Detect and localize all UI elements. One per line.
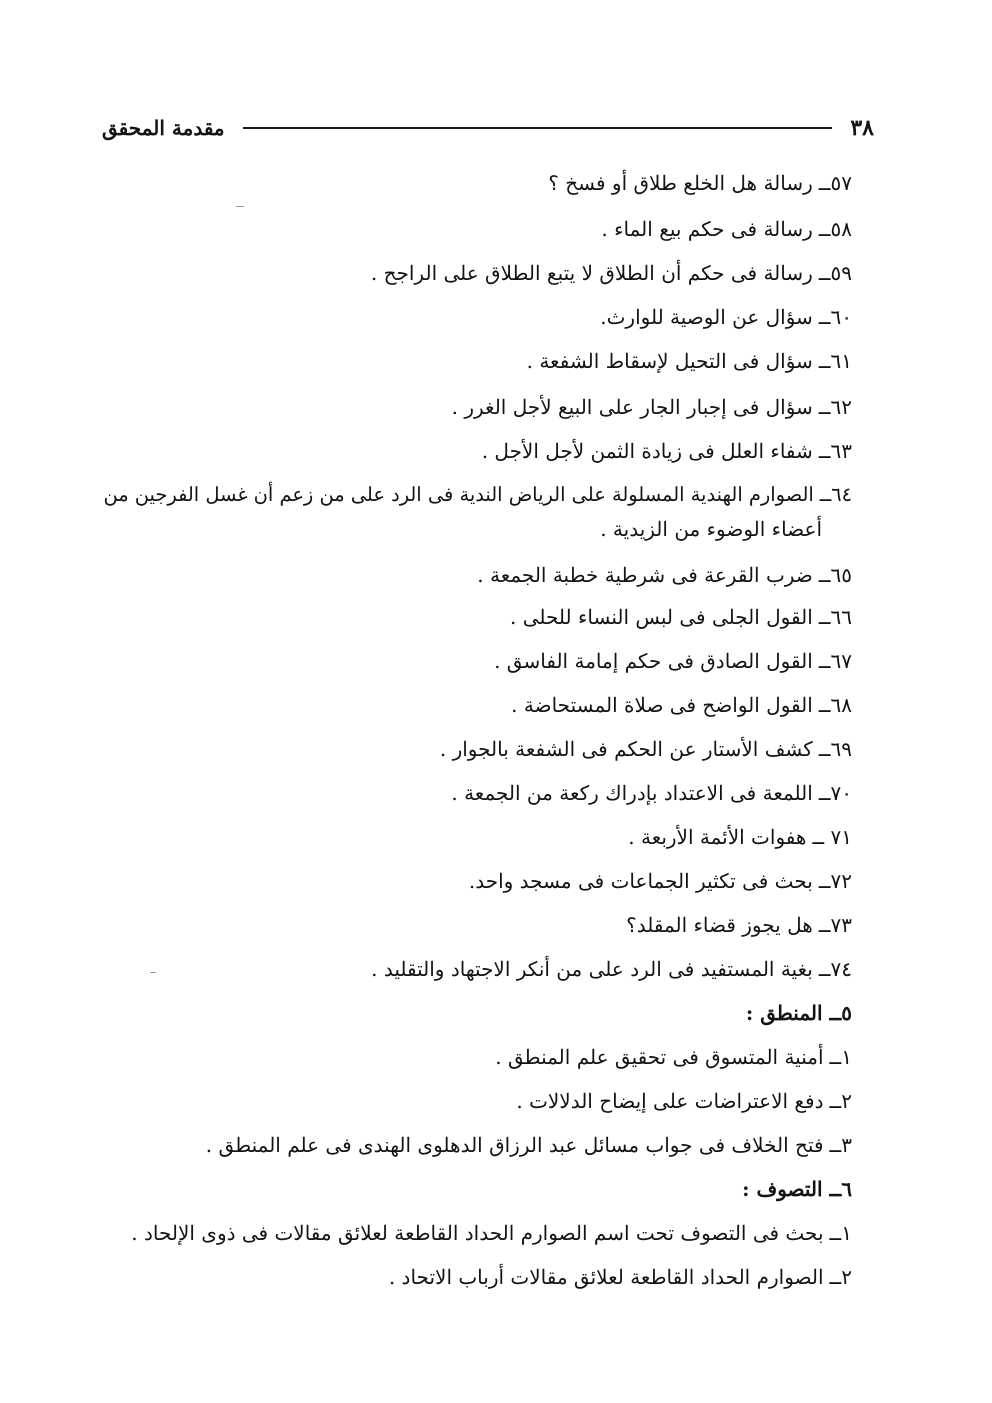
list-item: ٦٤ــالصوارم الهندية المسلولة على الرياض الندية فى الرد على من زعم أن غسل الفرجين من <box>103 483 852 506</box>
list-item: ٦٨ــالقول الواضح فى صلاة المستحاضة . <box>511 693 852 717</box>
header-rule <box>243 127 833 129</box>
list-item: ٦٥ــضرب القرعة فى شرطية خطبة الجمعة . <box>477 563 852 587</box>
list-item: ٧١ ــهفوات الأئمة الأربعة . <box>628 825 852 849</box>
running-title: مقدمة المحقق <box>102 116 225 140</box>
list-item: ١ــبحث فى التصوف تحت اسم الصوارم الحداد القاطعة لعلائق مقالات فى ذوى الإلحاد . <box>131 1221 852 1245</box>
list-item: ٦٧ــالقول الصادق فى حكم إمامة الفاسق . <box>494 649 852 673</box>
list-item: ١ــأمنية المتسوق فى تحقيق علم المنطق . <box>495 1045 852 1069</box>
list-item: ٦٦ــالقول الجلى فى لبس النساء للحلى . <box>510 605 852 629</box>
list-item: ٥٩ــرسالة فى حكم أن الطلاق لا يتبع الطلاق على الراجح . <box>370 261 852 285</box>
list-item-continuation: أعضاء الوضوء من الزيدية . <box>600 517 822 541</box>
section-heading-logic: ٥ــ المنطق : <box>745 1001 852 1025</box>
list-item: ٦٢ــسؤال فى إجبار الجار على البيع لأجل الغرر . <box>451 395 852 419</box>
list-item: ٧٢ــبحث فى تكثير الجماعات فى مسجد واحد. <box>468 869 852 893</box>
list-item: ٢ــدفع الاعتراضات على إيضاح الدلالات . <box>516 1089 852 1113</box>
list-item: ٥٨ــرسالة فى حكم بيع الماء . <box>601 217 852 241</box>
page-header <box>102 112 874 144</box>
section-heading-sufism: ٦ــ التصوف : <box>742 1177 852 1201</box>
list-item: ٦١ــسؤال فى التحيل لإسقاط الشفعة . <box>526 349 852 373</box>
page-number: ٣٨ <box>850 115 874 141</box>
list-item: ٧٣ــهل يجوز قضاء المقلد؟ <box>626 913 852 937</box>
list-item: ٣ــفتح الخلاف فى جواب مسائل عبد الرزاق الدهلوى الهندى فى علم المنطق . <box>205 1133 852 1157</box>
list-item: ٦٩ــكشف الأستار عن الحكم فى الشفعة بالجوار . <box>439 737 852 761</box>
scan-mark <box>150 972 156 973</box>
list-item: ٧٠ــاللمعة فى الاعتداد بإدراك ركعة من الجمعة . <box>451 781 852 805</box>
list-item: ٦٣ــشفاء العلل فى زيادة الثمن لأجل الأجل . <box>481 439 852 463</box>
list-item: ٥٧ــرسالة هل الخلع طلاق أو فسخ ؟ <box>548 171 852 195</box>
list-item: ٧٤ــبغية المستفيد فى الرد على من أنكر الاجتهاد والتقليد . <box>371 957 852 981</box>
list-item: ٦٠ــسؤال عن الوصية للوارث. <box>600 305 852 329</box>
scan-mark <box>236 206 244 207</box>
list-item: ٢ــالصوارم الحداد القاطعة لعلائق مقالات أرباب الاتحاد . <box>388 1265 852 1289</box>
